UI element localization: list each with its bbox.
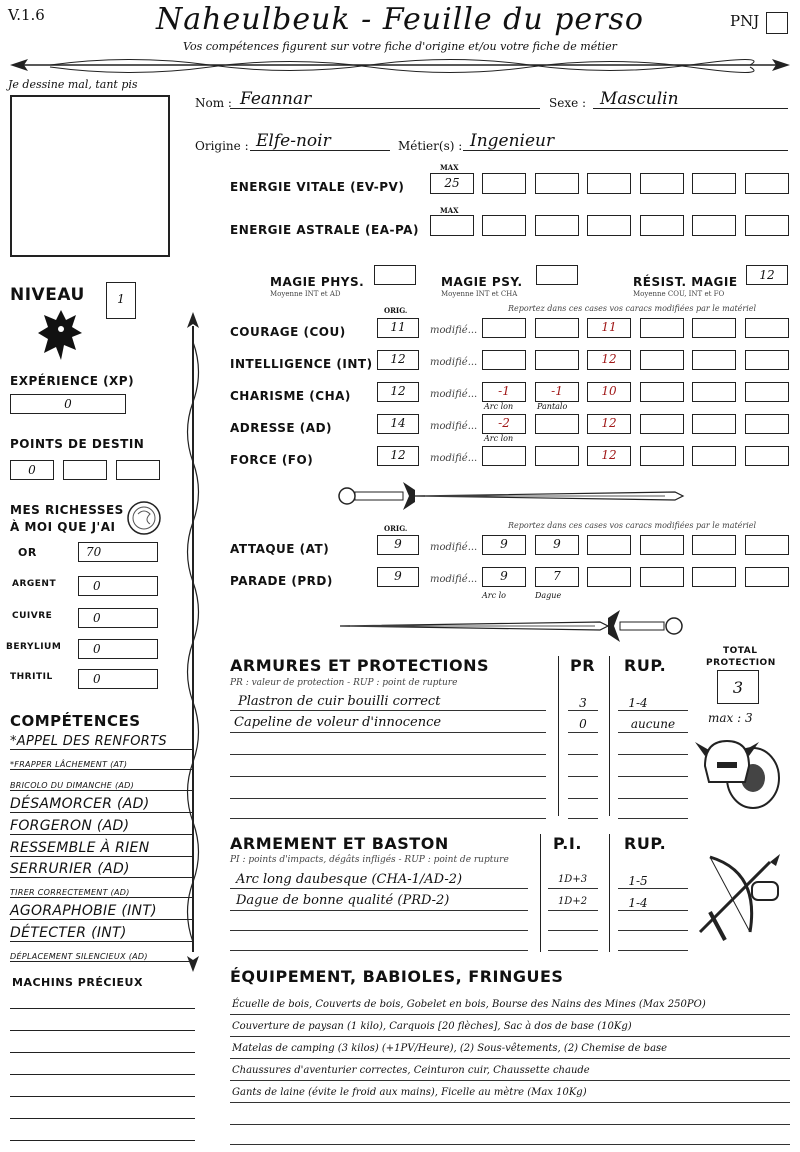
wealth-berylium-value: 0: [93, 642, 101, 656]
combat-orig-value: 9: [394, 569, 402, 583]
weapons-col-pi: P.I.: [553, 834, 582, 853]
weapons-divider: [609, 834, 610, 952]
wealth-cuivre-value: 0: [93, 611, 101, 625]
resist-magie-label: RÉSIST. MAGIE: [633, 275, 738, 289]
weapon-row-pi[interactable]: 1D+3: [557, 874, 588, 885]
ea-max-label: MAX: [440, 206, 459, 215]
armor-rup-line: [618, 798, 688, 799]
stat-label: ADRESSE (AD): [230, 421, 333, 435]
ev-box-2[interactable]: [535, 173, 579, 194]
origine-value[interactable]: Elfe-noir: [256, 131, 331, 151]
weapon-row-name[interactable]: Dague de bonne qualité (PRD-2): [236, 893, 450, 908]
ea-box-1[interactable]: [482, 215, 526, 236]
treasures-title: MACHINS PRÉCIEUX: [12, 976, 143, 989]
armor-line: [230, 798, 546, 799]
combat-mod-value: 9: [500, 537, 508, 551]
armor-pr-line: [568, 710, 598, 711]
stat-mod-box[interactable]: [692, 414, 736, 434]
armor-row-pr[interactable]: 3: [579, 696, 587, 710]
armor-row-rup[interactable]: 1-4: [628, 696, 648, 710]
armor-pr-line: [568, 776, 598, 777]
combat-mod-box[interactable]: [587, 535, 631, 555]
stat-mod-box[interactable]: [482, 350, 526, 370]
weapon-line: [230, 888, 528, 889]
ev-box-3[interactable]: [587, 173, 631, 194]
equipment-rule: [230, 1144, 790, 1145]
weapon-row-rup[interactable]: 1-5: [628, 874, 648, 888]
stat-mod-box[interactable]: [745, 382, 789, 402]
stat-mod-box[interactable]: [640, 350, 684, 370]
wealth-berylium-label: BERYLIUM: [6, 642, 62, 652]
armor-row-name[interactable]: Plastron de cuir bouilli correct: [238, 694, 441, 709]
weapon-row-pi[interactable]: 1D+2: [557, 896, 588, 907]
page-subtitle: Vos compétences figurent sur votre fiche d'origine et/ou votre fiche de métier: [183, 40, 617, 53]
origine-label: Origine :: [195, 139, 249, 153]
armor-rup-line: [618, 818, 688, 819]
weapon-pi-line: [548, 950, 598, 951]
combat-mod-box[interactable]: [745, 567, 789, 587]
weapons-icon: [690, 852, 785, 942]
wealth-argent-value: 0: [93, 579, 101, 593]
armor-row-name[interactable]: Capeline de voleur d'innocence: [234, 715, 442, 730]
skill-item: FORGERON (AD): [10, 818, 192, 835]
weapon-pi-line: [548, 930, 598, 931]
sexe-label: Sexe :: [549, 96, 587, 110]
skill-item: RESSEMBLE À RIEN: [10, 840, 192, 857]
stat-modifie-label: modifié...: [430, 421, 478, 432]
ea-box-4[interactable]: [640, 215, 684, 236]
stat-label: COURAGE (COU): [230, 325, 346, 339]
skill-item: BRICOLO DU DIMANCHE (AD): [10, 781, 192, 791]
wealth-or-label: OR: [18, 546, 37, 559]
wealth-label-1: MES RICHESSES: [10, 503, 124, 517]
stat-mod-box[interactable]: [745, 414, 789, 434]
armor-pr-line: [568, 732, 598, 733]
treasure-line: [10, 1096, 195, 1097]
skill-item: *FRAPPER LÂCHEMENT (AT): [10, 760, 192, 770]
stat-orig-value: 12: [390, 384, 406, 398]
stat-mod-value: 10: [601, 384, 617, 398]
combat-mod-box[interactable]: [640, 567, 684, 587]
total-protection-label-1: TOTAL: [723, 646, 758, 656]
wealth-cuivre-box[interactable]: [78, 608, 158, 628]
combat-mod-box[interactable]: [587, 567, 631, 587]
combat-mod-box[interactable]: [640, 535, 684, 555]
armor-pr-line: [568, 818, 598, 819]
ev-box-6[interactable]: [745, 173, 789, 194]
stats-note: Reportez dans ces cases vos caracs modifiées par le matériel: [508, 304, 757, 313]
stat-mod-value: 12: [601, 416, 617, 430]
dragon-icon: [36, 305, 86, 365]
stat-mod-value: 12: [601, 352, 617, 366]
weapon-rup-line: [618, 930, 688, 931]
stat-mod-box[interactable]: [692, 446, 736, 466]
sword-icon: [335, 478, 685, 514]
destin-box-3[interactable]: [116, 460, 160, 480]
page-title: Naheulbeuk - Feuille du perso: [156, 2, 644, 37]
stat-mod-box[interactable]: [640, 414, 684, 434]
ea-box-6[interactable]: [745, 215, 789, 236]
combat-orig-value: 9: [394, 537, 402, 551]
stat-mod-caption: Arc lon: [484, 402, 514, 411]
armor-title: ARMURES ET PROTECTIONS: [230, 656, 489, 675]
combat-note: Reportez dans ces cases vos caracs modifiées par le matériel: [508, 521, 757, 530]
spear-divider-icon: [10, 56, 790, 76]
stat-mod-box[interactable]: [640, 382, 684, 402]
metier-label: Métier(s) :: [398, 139, 463, 153]
armor-rup-line: [618, 710, 688, 711]
sexe-value[interactable]: Masculin: [600, 89, 679, 109]
stat-modifie-label: modifié...: [430, 389, 478, 400]
weapon-line: [230, 930, 528, 931]
xp-value: 0: [64, 397, 72, 411]
magie-psy-note: Moyenne INT et CHA: [441, 290, 518, 298]
stat-mod-caption: Pantalo: [537, 402, 568, 411]
stat-mod-box[interactable]: [640, 446, 684, 466]
stat-orig-value: 12: [390, 448, 406, 462]
metier-value[interactable]: Ingenieur: [470, 131, 555, 151]
weapon-line: [230, 910, 528, 911]
pnj-label: PNJ: [730, 12, 760, 30]
stat-mod-value: -2: [498, 416, 510, 430]
weapon-rup-line: [618, 888, 688, 889]
combat-mod-caption: Arc lo: [482, 591, 506, 600]
stat-modifie-label: modifié...: [430, 453, 478, 464]
equipment-rule: [230, 1102, 790, 1103]
ev-box-5[interactable]: [692, 173, 736, 194]
stat-label: CHARISME (CHA): [230, 389, 351, 403]
total-protection-value: 3: [732, 678, 744, 697]
destin-value: 0: [28, 463, 36, 477]
ea-box-3[interactable]: [587, 215, 631, 236]
portrait-label: Je dessine mal, tant pis: [8, 78, 138, 91]
stat-mod-box[interactable]: [692, 318, 736, 338]
equipment-line[interactable]: Chaussures d'aventurier correctes, Ceinturon cuir, Chaussette chaude: [232, 1065, 590, 1076]
stat-mod-box[interactable]: [640, 318, 684, 338]
weapons-col-rup: RUP.: [624, 834, 667, 853]
armor-line: [230, 754, 546, 755]
resist-magie-note: Moyenne COU, INT et FO: [633, 290, 725, 298]
weapon-rup-line: [618, 910, 688, 911]
stat-mod-box[interactable]: [535, 446, 579, 466]
skill-item: DÉPLACEMENT SILENCIEUX (AD): [10, 952, 192, 962]
weapon-line: [230, 950, 528, 951]
armor-row-rup[interactable]: aucune: [630, 717, 676, 731]
treasure-line: [10, 1030, 195, 1031]
combat-mod-box[interactable]: [692, 535, 736, 555]
armor-divider: [558, 656, 559, 816]
wealth-thritil-label: THRITIL: [10, 672, 53, 682]
stat-mod-box[interactable]: [482, 446, 526, 466]
wealth-berylium-box[interactable]: [78, 639, 158, 659]
stat-mod-value: -1: [498, 384, 510, 398]
combat-label: PARADE (PRD): [230, 574, 333, 588]
armor-col-pr: PR: [570, 656, 596, 675]
combat-orig-label: ORIG.: [384, 524, 408, 533]
stat-mod-value: -1: [551, 384, 563, 398]
armor-note: PR : valeur de protection - RUP : point de rupture: [230, 678, 458, 688]
stat-mod-value: 11: [601, 320, 617, 334]
stat-mod-box[interactable]: [535, 350, 579, 370]
armor-line: [230, 776, 546, 777]
weapons-note: PI : points d'impacts, dégâts infligés - RUP : point de rupture: [230, 855, 509, 865]
stat-orig-value: 12: [390, 352, 406, 366]
skill-item: DÉTECTER (INT): [10, 925, 192, 942]
stat-mod-value: 12: [601, 448, 617, 462]
armor-rup-line: [618, 754, 688, 755]
ea-box-5[interactable]: [692, 215, 736, 236]
skill-item: DÉSAMORCER (AD): [10, 796, 192, 813]
stat-mod-box[interactable]: [535, 414, 579, 434]
stat-label: INTELLIGENCE (INT): [230, 357, 373, 371]
skill-item: SERRURIER (AD): [10, 861, 192, 878]
nom-label: Nom :: [195, 96, 232, 110]
ev-max-label: MAX: [440, 163, 459, 172]
equipment-line[interactable]: Couverture de paysan (1 kilo), Carquois [20 flèches], Sac à dos de base (10Kg): [232, 1021, 632, 1032]
stats-orig-label: ORIG.: [384, 306, 408, 315]
combat-mod-value: 9: [553, 537, 561, 551]
equipment-rule: [230, 1124, 790, 1125]
combat-mod-box[interactable]: [745, 535, 789, 555]
stat-mod-box[interactable]: [535, 318, 579, 338]
version-label: V.1.6: [8, 6, 45, 24]
equipment-rule: [230, 1058, 790, 1059]
wealth-thritil-box[interactable]: [78, 669, 158, 689]
ea-label: ENERGIE ASTRALE (EA-PA): [230, 223, 419, 237]
wealth-thritil-value: 0: [93, 672, 101, 686]
ev-box-1[interactable]: [482, 173, 526, 194]
wealth-argent-box[interactable]: [78, 576, 158, 596]
ea-box-2[interactable]: [535, 215, 579, 236]
magie-phys-label: MAGIE PHYS.: [270, 275, 365, 289]
destin-box-2[interactable]: [63, 460, 107, 480]
skill-item: *APPEL DES RENFORTS: [10, 734, 192, 750]
ea-max-box[interactable]: [430, 215, 474, 236]
resist-magie-value: 12: [759, 268, 775, 282]
equipment-line[interactable]: Matelas de camping (3 kilos) (+1PV/Heure), (2) Sous-vêtements, (2) Chemise de base: [232, 1043, 668, 1054]
weapon-rup-line: [618, 950, 688, 951]
ev-box-4[interactable]: [640, 173, 684, 194]
stat-mod-box[interactable]: [745, 446, 789, 466]
portrait-box[interactable]: [10, 95, 170, 257]
stat-label: FORCE (FO): [230, 453, 314, 467]
armor-rup-line: [618, 776, 688, 777]
ev-max-value: 25: [444, 176, 460, 190]
helmet-shield-icon: [695, 726, 785, 816]
combat-mod-box[interactable]: [692, 567, 736, 587]
armor-pr-line: [568, 754, 598, 755]
stat-mod-box[interactable]: [692, 382, 736, 402]
stat-orig-value: 14: [390, 416, 406, 430]
destin-label: POINTS DE DESTIN: [10, 437, 145, 451]
pnj-checkbox[interactable]: [766, 12, 788, 34]
armor-col-rup: RUP.: [624, 656, 667, 675]
equipment-rule: [230, 1014, 790, 1015]
magie-phys-box[interactable]: [374, 265, 416, 285]
armor-line: [230, 710, 546, 711]
niveau-label: NIVEAU: [10, 285, 85, 305]
weapon-row-name[interactable]: Arc long daubesque (CHA-1/AD-2): [236, 872, 463, 887]
magie-psy-box[interactable]: [536, 265, 578, 285]
total-protection-label-2: PROTECTION: [706, 658, 776, 668]
xp-label: EXPÉRIENCE (XP): [10, 374, 135, 388]
armor-line: [230, 732, 546, 733]
stat-mod-box[interactable]: [745, 318, 789, 338]
skill-item: AGORAPHOBIE (INT): [10, 903, 192, 920]
weapon-row-rup[interactable]: 1-4: [628, 896, 648, 910]
combat-mod-caption: Dague: [535, 591, 562, 600]
weapon-pi-line: [548, 910, 598, 911]
skills-title: COMPÉTENCES: [10, 712, 141, 730]
treasure-line: [10, 1052, 195, 1053]
treasure-line: [10, 1008, 195, 1009]
armor-pr-line: [568, 798, 598, 799]
ev-label: ENERGIE VITALE (EV-PV): [230, 180, 405, 194]
stat-orig-value: 11: [390, 320, 406, 334]
magie-phys-note: Moyenne INT et AD: [270, 290, 341, 298]
niveau-value: 1: [117, 292, 125, 306]
wealth-argent-label: ARGENT: [12, 579, 57, 589]
equipment-line[interactable]: Écuelle de bois, Couverts de bois, Gobelet en bois, Bourse des Nains des Mines (Max 250PO): [232, 999, 706, 1010]
coin-icon: [126, 500, 162, 536]
combat-modifie-label: modifié...: [430, 574, 478, 585]
stat-mod-box[interactable]: [745, 350, 789, 370]
wealth-or-value: 70: [86, 545, 102, 559]
armor-rup-line: [618, 732, 688, 733]
combat-mod-value: 7: [553, 569, 561, 583]
treasure-line: [10, 1140, 195, 1141]
skill-item: TIRER CORRECTEMENT (AD): [10, 888, 192, 898]
treasure-line: [10, 1118, 195, 1119]
stat-mod-caption: Arc lon: [484, 434, 514, 443]
max-protection-label: max : 3: [708, 711, 753, 725]
armor-row-pr[interactable]: 0: [579, 717, 587, 731]
stat-modifie-label: modifié...: [430, 325, 478, 336]
treasure-line: [10, 1074, 195, 1075]
armor-divider: [609, 656, 610, 816]
combat-label: ATTAQUE (AT): [230, 542, 330, 556]
weapon-pi-line: [548, 888, 598, 889]
nom-value[interactable]: Feannar: [240, 89, 312, 109]
wealth-label-2: À MOI QUE J'AI: [10, 520, 116, 534]
stat-modifie-label: modifié...: [430, 357, 478, 368]
equipment-rule: [230, 1080, 790, 1081]
equipment-line[interactable]: Gants de laine (évite le froid aux mains), Ficelle au mètre (Max 10Kg): [232, 1087, 587, 1098]
combat-mod-value: 9: [500, 569, 508, 583]
stat-mod-box[interactable]: [692, 350, 736, 370]
weapons-divider: [540, 834, 541, 952]
sword-icon: [340, 606, 685, 642]
armor-line: [230, 818, 546, 819]
stat-mod-box[interactable]: [482, 318, 526, 338]
equipment-title: ÉQUIPEMENT, BABIOLES, FRINGUES: [230, 967, 564, 986]
magie-psy-label: MAGIE PSY.: [441, 275, 523, 289]
combat-modifie-label: modifié...: [430, 542, 478, 553]
weapons-title: ARMEMENT ET BASTON: [230, 834, 449, 853]
wealth-cuivre-label: CUIVRE: [12, 611, 53, 621]
equipment-rule: [230, 1036, 790, 1037]
